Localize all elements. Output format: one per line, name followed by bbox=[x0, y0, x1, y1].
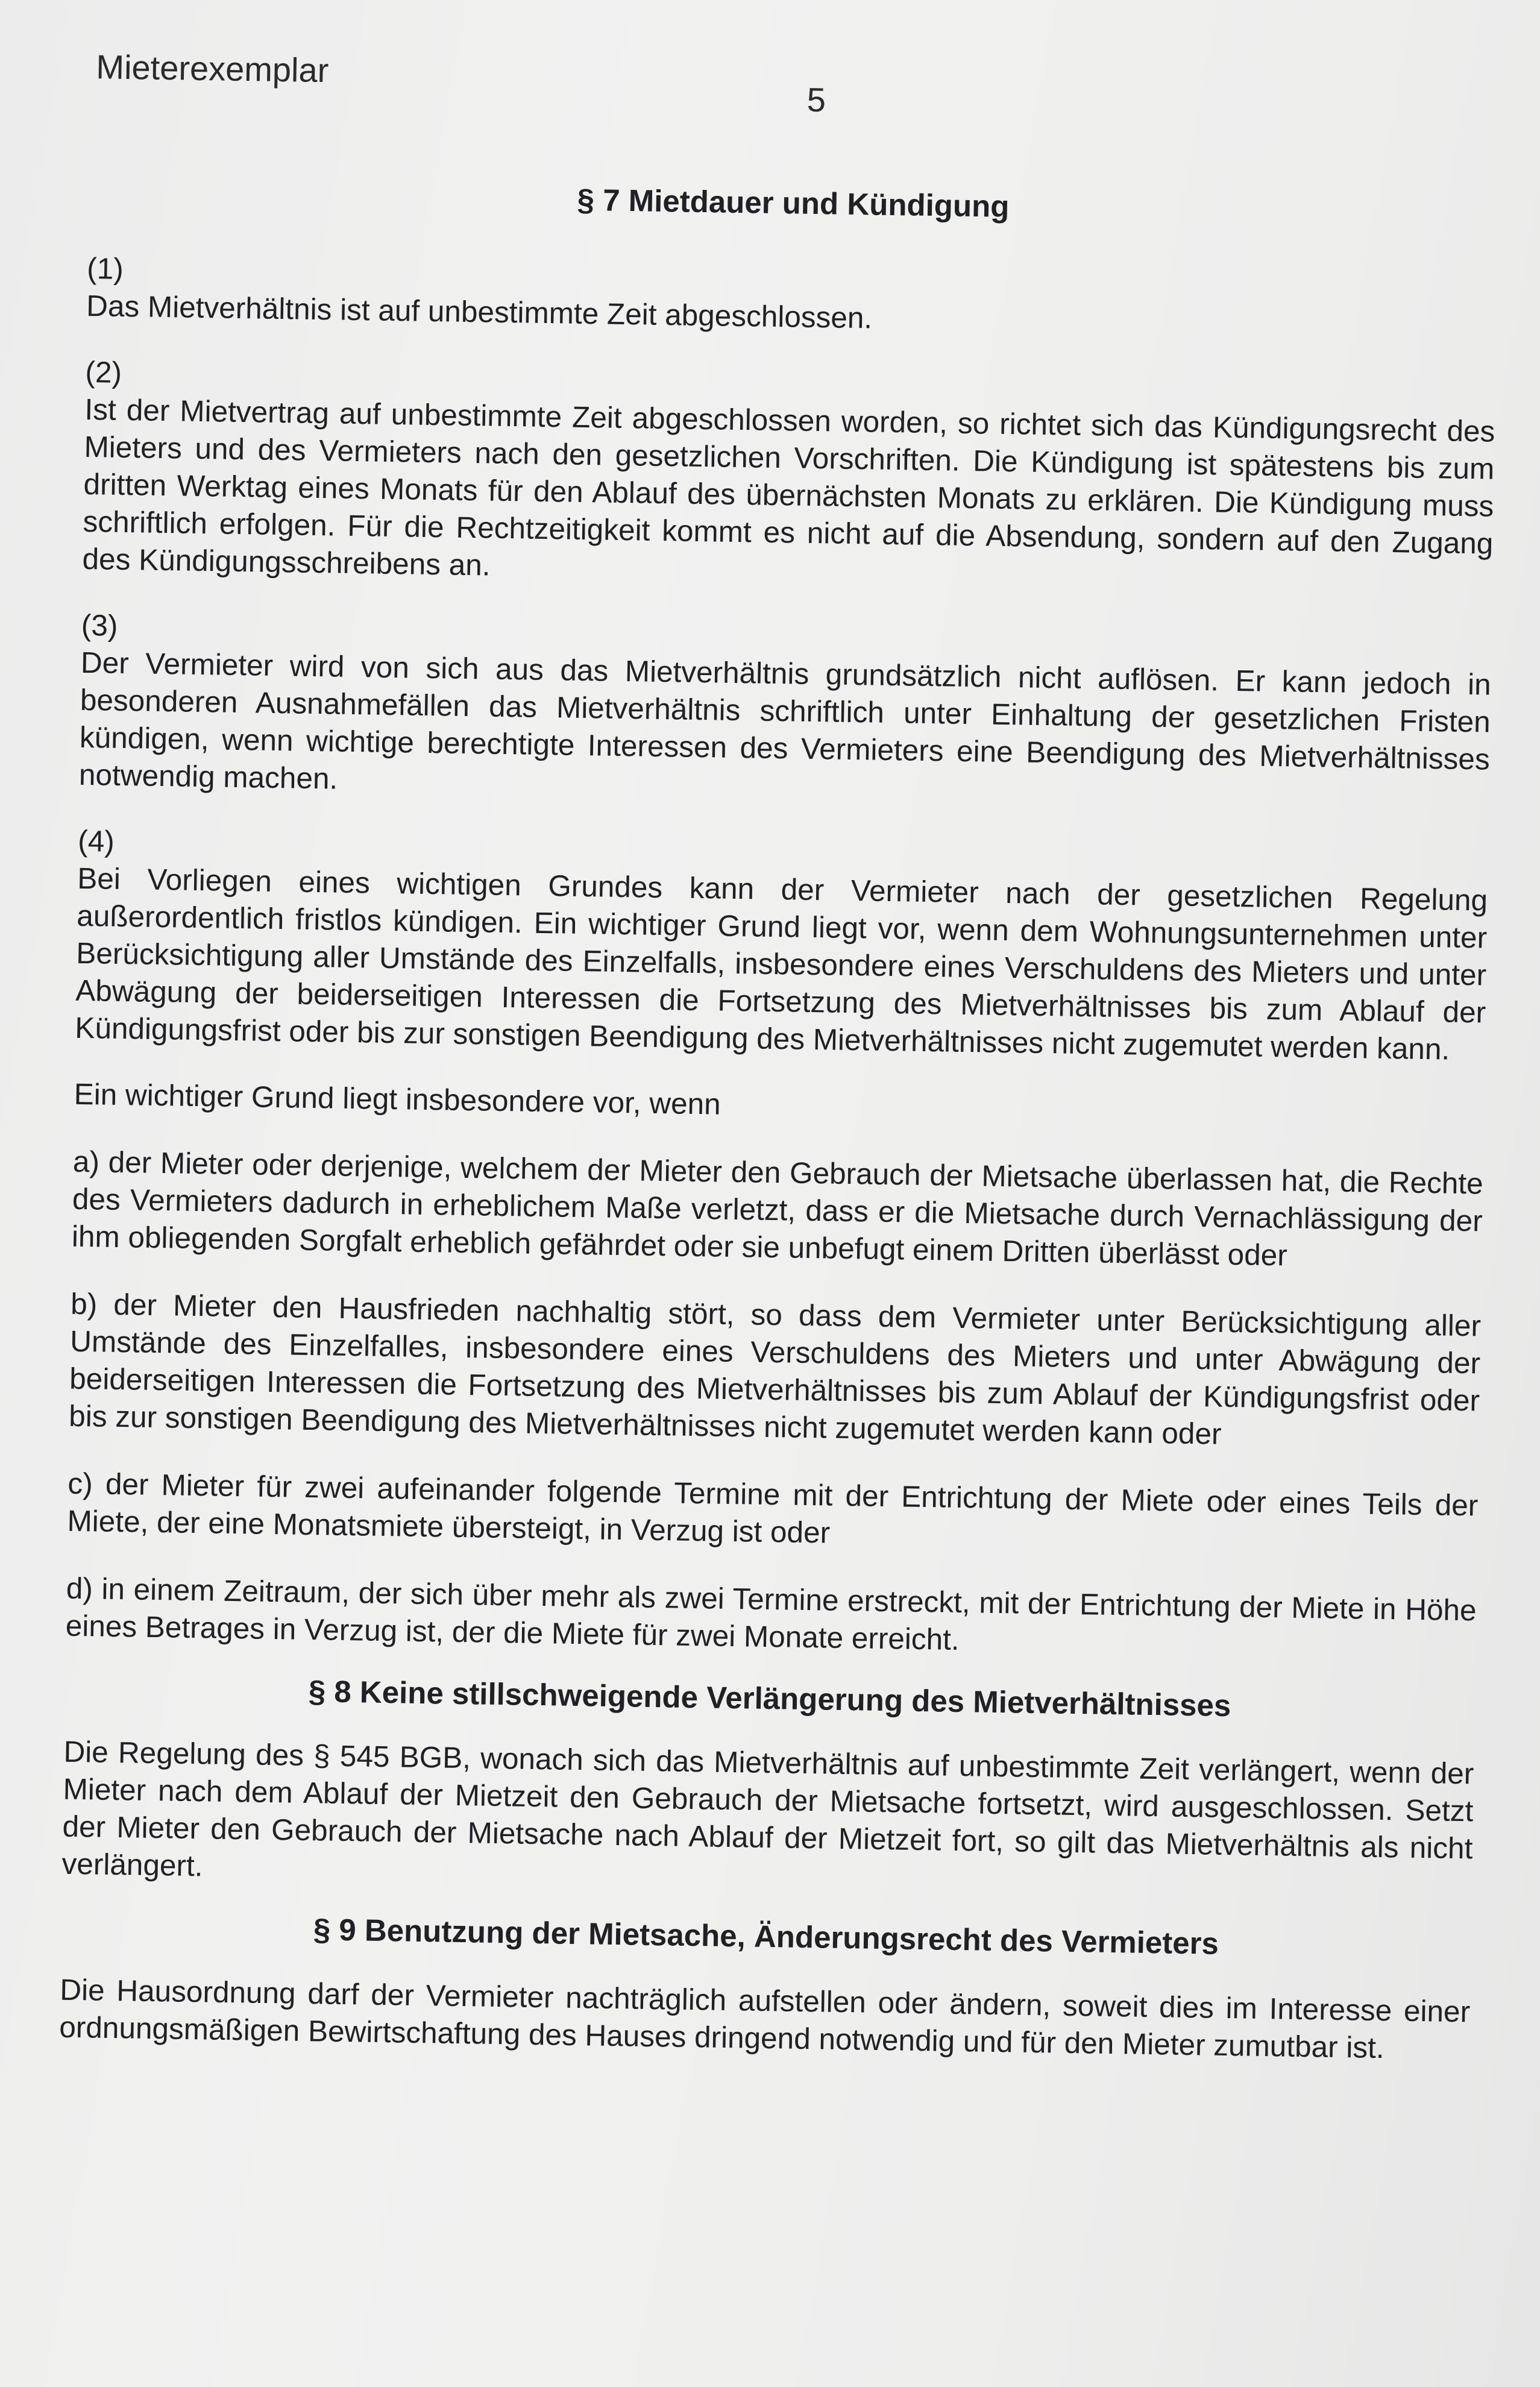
clause-text: Der Vermieter wird von sich aus das Mietverhältnis grundsätzlich nicht auflösen. Er kann jedoch in besonderen Ausnahmefällen das Mietverhältnis schriftlich unter Einhaltung der gesetzlichen Fristen kündigen, wenn wichtige berechtigte Interessen des Vermieters eine Beendigung des Mietverhältnisses notwendig machen. bbox=[78, 646, 1492, 796]
important-reason-intro: Ein wichtiger Grund liegt insbesondere vor, wenn bbox=[74, 1077, 721, 1121]
clause-4 bbox=[75, 823, 1489, 1069]
reason-item-d: d) in einem Zeitraum, der sich über mehr als zwei Termine erstreckt, mit der Entrichtung der Miete in Höhe eines Betrages in Verzug ist, der die Miete für zwei Monate erreicht. bbox=[65, 1571, 1477, 1656]
page-number: 5 bbox=[806, 80, 826, 119]
clause-number: (3) bbox=[81, 608, 118, 643]
reason-item-c: c) der Mieter für zwei aufeinander folgende Termine mit der Entrichtung der Miete oder eines Teils der Miete, der eine Monatsmiete übersteigt, in Verzug ist oder bbox=[67, 1467, 1479, 1550]
clause-text: Ist der Mietvertrag auf unbestimmte Zeit abgeschlossen worden, so richtet sich das Kündigungsrecht des Mieters und des Vermieters nach den gesetzlichen Vorschriften. Die Kündigung ist spätestens bis zum dritten Werktag eines Monats für den Ablauf des übernächsten Monats zu erklären. Die Kündigung muss schriftlich erfolgen. Für die Rechtzeitigkeit kommt es nicht auf die Absendung, sondern auf den Zugang des Kündigungsschreibens an. bbox=[82, 392, 1495, 582]
clause-1 bbox=[86, 250, 1498, 347]
clause-number: (2) bbox=[85, 355, 122, 389]
section-8-title: § 8 Keine stillschweigende Verlängerung des Mietverhältnisses bbox=[308, 1674, 1231, 1723]
clause-text: Das Mietverhältnis ist auf unbestimmte Zeit abgeschlossen. bbox=[86, 289, 873, 335]
reason-item-a: a) der Mieter oder derjenige, welchem der Mieter den Gebrauch der Mietsache überlassen hat, die Rechte des Vermieters dadurch in erheblichem Maße verletzt, dass er die Mietsache durch Vernachlässigung der ihm obliegenden Sorgfalt erheblich gefährdet oder sie unbefugt einem Dritten überlässt oder bbox=[71, 1145, 1484, 1272]
clause-2 bbox=[82, 354, 1496, 600]
document-page bbox=[58, 47, 1501, 2065]
document-body bbox=[58, 174, 1498, 2098]
section-9-title: § 9 Benutzung der Mietsache, Änderungsrecht des Vermieters bbox=[313, 1912, 1219, 1961]
reason-item-b: b) der Mieter den Hausfrieden nachhaltig stört, so dass dem Vermieter unter Berücksichtigung aller Umstände des Einzelfalles, insbesondere eines Verschuldens des Mieters und unter Abwägung der beiderseitigen Interessen die Fortsetzung des Mietverhältnisses bis zum Ablauf der Kündigungsfrist oder bis zur sonstigen Beendigung des Mietverhältnisses nicht zugemutet werden kann oder bbox=[68, 1287, 1482, 1451]
copy-label: Mieterexemplar bbox=[95, 48, 329, 90]
section-9-text: Die Hausordnung darf der Vermieter nachträglich aufstellen oder ändern, soweit dies im Interesse einer ordnungsmäßigen Bewirtschaftung des Hauses dringend notwendig und für den Mieter zumutbar ist. bbox=[58, 1973, 1471, 2065]
clause-number: (1) bbox=[86, 251, 124, 286]
section-7-title: § 7 Mietdauer und Kündigung bbox=[577, 182, 1010, 224]
section-8-text: Die Regelung des § 545 BGB, wonach sich das Mietverhältnis auf unbestimmte Zeit verlängert, wenn der Mieter nach dem Ablauf der Mietzeit den Gebrauch der Mietsache fortsetzt, wird ausgeschlossen. Setzt der Mieter den Gebrauch der Mietsache nach Ablauf der Mietzeit fort, so gilt das Mietverhältnis als nicht verlängert. bbox=[61, 1735, 1474, 1883]
clause-number: (4) bbox=[77, 824, 115, 858]
clause-text: Bei Vorliegen eines wichtigen Grundes kann der Vermieter nach der gesetzlichen Regelung außerordentlich fristlos kündigen. Ein wichtiger Grund liegt vor, wenn dem Wohnungsunternehmen unter Berücksichtigung aller Umstände des Einzelfalls, insbesondere eines Verschuldens des Mieters und unter Abwägung der beiderseitigen Interessen die Fortsetzung des Mietverhältnisses bis zum Ablauf der Kündigungsfrist oder bis zur sonstigen Beendigung des Mietverhältnisses nicht zugemutet werden kann. bbox=[75, 861, 1488, 1066]
clause-3 bbox=[79, 607, 1492, 816]
